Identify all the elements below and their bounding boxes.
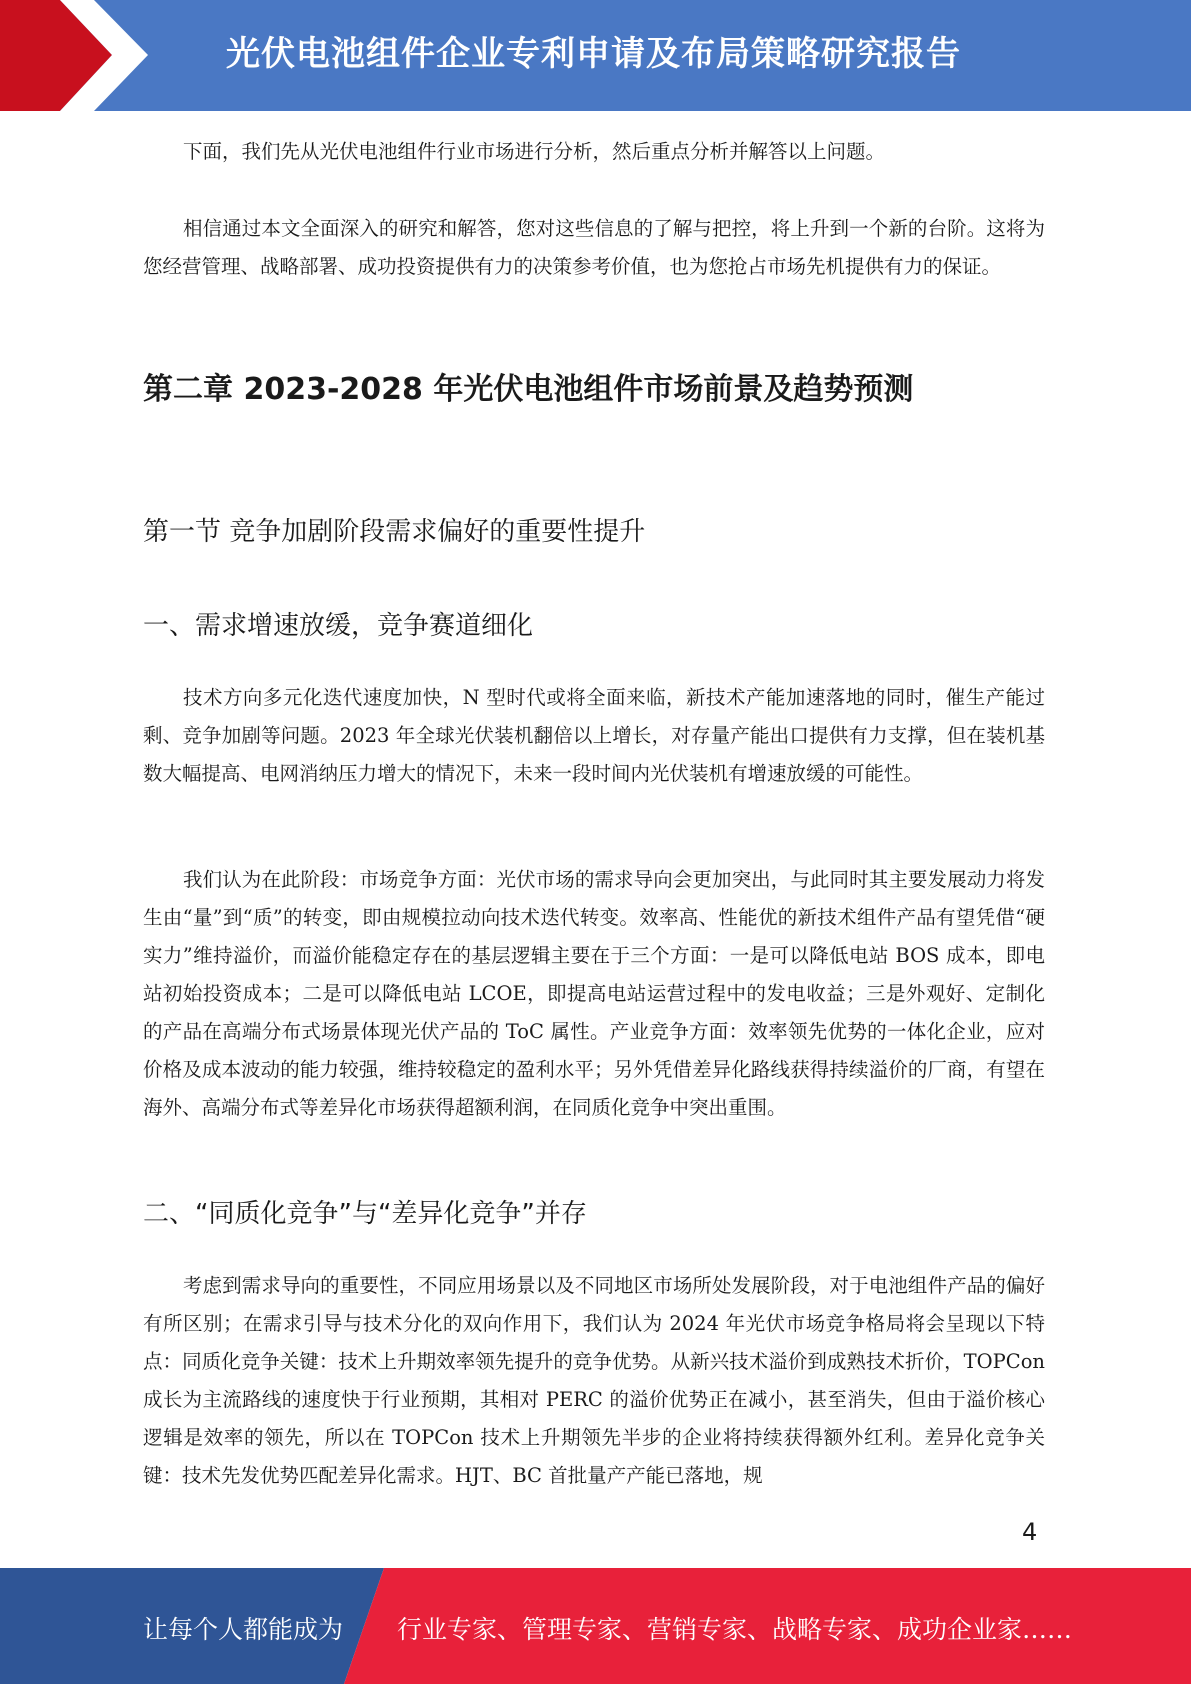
report-title: 光伏电池组件企业专利申请及布局策略研究报告: [226, 34, 961, 74]
page-header: [0, 0, 1191, 111]
paragraph-value: 相信通过本文全面深入的研究和解答，您对这些信息的了解与把控，将上升到一个新的台阶。这将为您经营管理、战略部署、成功投资提供有力的决策参考价值，也为您抢占市场先机提供有力的保证。: [143, 217, 1045, 278]
footer-slogan-left: 让每个人都能成为: [143, 1615, 344, 1644]
footer-slogan-right: 行业专家、管理专家、营销专家、战略专家、成功企业家……: [397, 1615, 1073, 1644]
paragraph-intro: 下面，我们先从光伏电池组件行业市场进行分析，然后重点分析并解答以上问题。: [183, 140, 886, 163]
paragraph-demand: 技术方向多元化迭代速度加快，N 型时代或将全面来临，新技术产能加速落地的同时，催生产能过剩、竞争加剧等问题。2023 年全球光伏装机翻倍以上增长，对存量产能出口提供有力支撑，但在装机基数大幅提高、电网消纳压力增大的情况下，未来一段时间内光伏装机有增速放缓的可能性。: [143, 686, 1045, 785]
paragraph-competition: 我们认为在此阶段：市场竞争方面：光伏市场的需求导向会更加突出，与此同时其主要发展动力将发生由“量”到“质”的转变，即由规模拉动向技术迭代转变。效率高、性能优的新技术组件产品有望凭借“硬实力”维持溢价，而溢价能稳定存在的基层逻辑主要在于三个方面：一是可以降低电站 BOS 成本，即电站初始投资成本；二是可以降低电站 LCOE，即提高电站运营过程中的发电收益；三是外观好、定制化的产品在高端分布式场景体现光伏产品的 ToC 属性。产业竞争方面：效率领先优势的一体化企业，应对价格及成本波动的能力较强，维持较稳定的盈利水平；另外凭借差异化路线获得持续溢价的厂商，有望在海外、高端分布式等差异化市场获得超额利润，在同质化竞争中突出重围。: [143, 868, 1045, 1119]
section-heading: 第一节 竞争加剧阶段需求偏好的重要性提升: [143, 517, 646, 547]
subsection-heading-1: 一、需求增速放缓，竞争赛道细化: [143, 611, 534, 641]
chapter-heading: 第二章 2023-2028 年光伏电池组件市场前景及趋势预测: [143, 372, 914, 407]
paragraph-landscape: 考虑到需求导向的重要性，不同应用场景以及不同地区市场所处发展阶段，对于电池组件产品的偏好有所区别；在需求引导与技术分化的双向作用下，我们认为 2024 年光伏市场竞争格局将会呈现以下特点：同质化竞争关键：技术上升期效率领先提升的竞争优势。从新兴技术溢价到成熟技术折价，TOPCon 成长为主流路线的速度快于行业预期，其相对 PERC 的溢价优势正在减小，甚至消失，但由于溢价核心逻辑是效率的领先，所以在 TOPCon 技术上升期领先半步的企业将持续获得额外红利。差异化竞争关键：技术先发优势匹配差异化需求。HJT、BC 首批量产产能已落地，规: [143, 1274, 1045, 1487]
page-footer: [0, 1568, 1191, 1684]
subsection-heading-2: 二、“同质化竞争”与“差异化竞争”并存: [143, 1199, 587, 1229]
page-number: 4: [1022, 1518, 1038, 1546]
